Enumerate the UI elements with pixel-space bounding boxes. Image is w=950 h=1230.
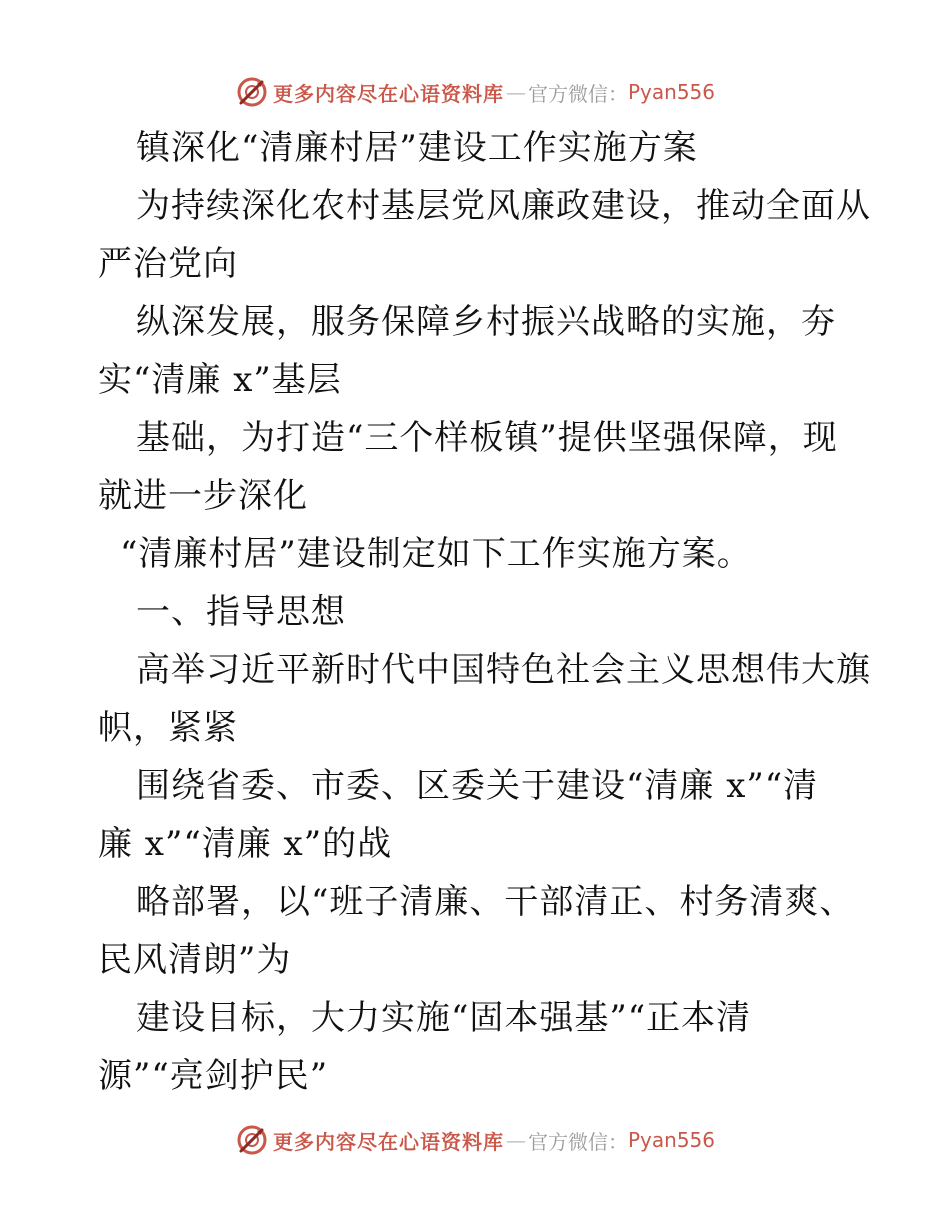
banner-dash: —: [505, 1128, 526, 1152]
body-line: 源”“亮剑护民”: [98, 1056, 329, 1096]
banner-brand-text: 更多内容尽在心语资料库: [272, 81, 504, 106]
body-line: 围绕省委、市委、区委关于建设“清廉 x”“清: [136, 766, 819, 806]
body-line: “清廉村居”建设制定如下工作实施方案。: [120, 534, 752, 574]
section-heading: 一、指导思想: [136, 592, 346, 632]
body-line: 建设目标，大力实施“固本强基”“正本清: [136, 998, 752, 1038]
body-line: 略部署，以“班子清廉、干部清正、村务清爽、: [136, 882, 855, 922]
header-banner: [0, 72, 950, 112]
body-line: 纵深发展，服务保障乡村振兴战略的实施，夯: [136, 302, 836, 342]
body-line: 实“清廉 x”基层: [98, 360, 342, 400]
banner-wechat-id: Pyan556: [627, 80, 715, 104]
banner-wechat-label: 官方微信：: [527, 1129, 628, 1154]
banner-wechat-id: Pyan556: [627, 1128, 715, 1152]
document-title: 镇深化“清廉村居”建设工作实施方案: [136, 128, 698, 168]
body-line: 民风清朗”为: [98, 940, 292, 980]
body-line: 基础，为打造“三个样板镇”提供坚强保障，现: [136, 418, 838, 458]
body-line: 帜，紧紧: [98, 708, 238, 748]
body-line: 严治党向: [98, 244, 238, 284]
logo-icon: [235, 75, 269, 109]
body-line: 廉 x”“清廉 x”的战: [98, 824, 393, 864]
body-line: 高举习近平新时代中国特色社会主义思想伟大旗: [136, 650, 871, 690]
body-line: 就进一步深化: [98, 476, 308, 516]
banner-wechat-label: 官方微信：: [527, 81, 628, 106]
banner-brand-text: 更多内容尽在心语资料库: [272, 1129, 504, 1154]
body-line: 为持续深化农村基层党风廉政建设，推动全面从: [136, 186, 871, 226]
logo-icon: [235, 1123, 269, 1157]
banner-dash: —: [505, 80, 526, 104]
footer-banner: [0, 1120, 950, 1160]
